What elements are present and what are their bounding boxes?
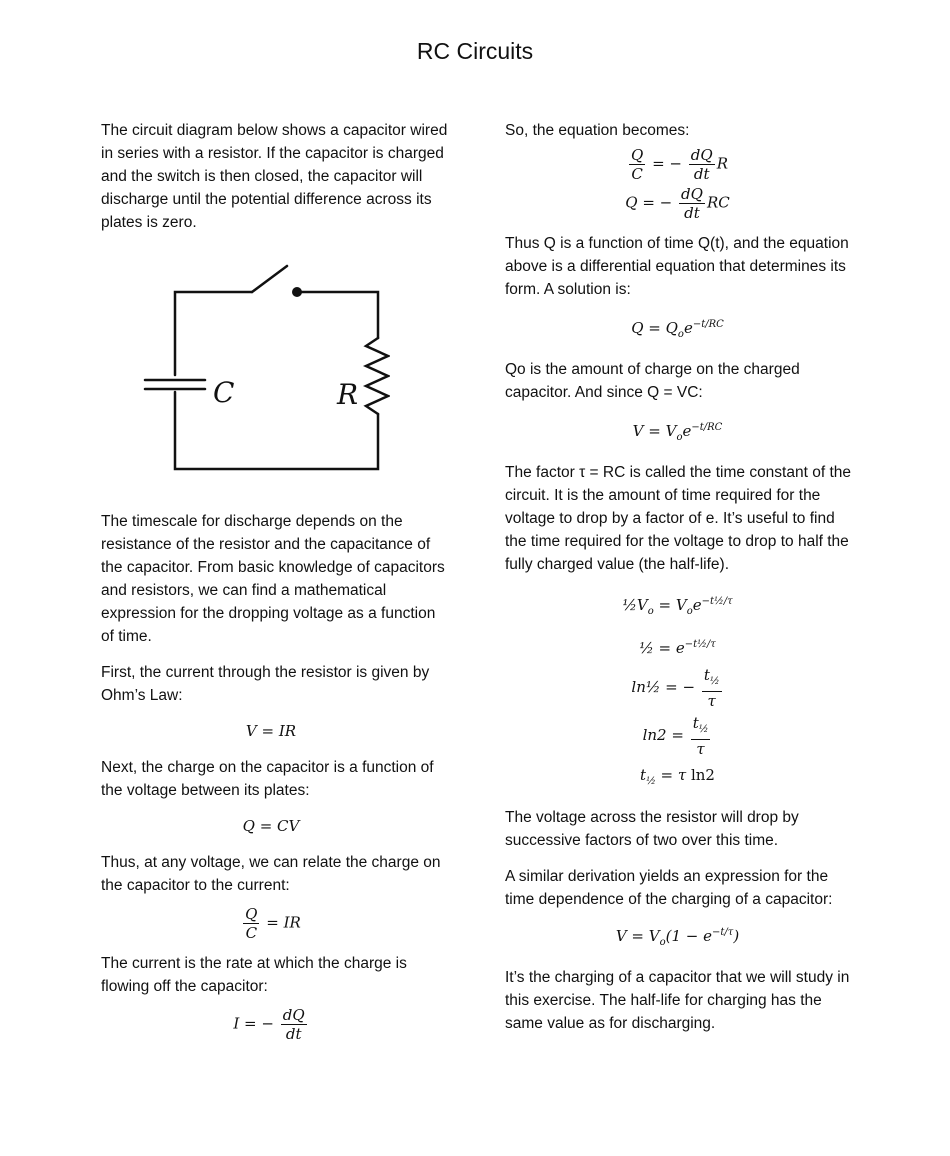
page-title: RC Circuits xyxy=(416,38,534,64)
resistor-zigzag xyxy=(366,338,388,414)
qo-paragraph: Qo is the amount of charge on the charged capacitor. And since Q = VC: xyxy=(505,361,800,401)
equation-charging: $V = V_o(1 - e^{-t/\tau})$ xyxy=(615,927,740,948)
equation-ohm: V = IR xyxy=(245,722,297,740)
equation-current: I = − $\frac{dQ}{dt}$ xyxy=(233,1006,305,1043)
relate-paragraph: Thus, at any voltage, we can relate the charge on the capacitor to the current: xyxy=(101,854,441,894)
equation-solution-q: $Q = Q_oe^{-t/RC}$ xyxy=(631,319,724,340)
timescale-paragraph: The timescale for discharge depends on the resistance of the resistor and the capacitance of the capacitor. From basic knowledge of capacitors and resistors, we can find a mathematical expression for the dropping voltage as a function of time. xyxy=(101,513,445,645)
time-constant-paragraph: The factor τ = RC is called the time constant of the circuit. It is the amount of time required for the voltage to drop by a factor of e. It’s useful to find the time required for the voltage to drop to half the fully charged value (the half-life). xyxy=(505,464,851,573)
intro-paragraph: The circuit diagram below shows a capacitor wired in series with a resistor. If the capacitor is charged and the switch is then closed, the capacitor will discharge until the potential difference across its plates is zero. xyxy=(101,122,448,231)
equation-ln-half: ln½ = − $\frac{t_{\frac{1}{2}}}{\tau}$ xyxy=(631,666,720,710)
equation-q-cv: Q = CV xyxy=(242,817,300,835)
resistor-label: R xyxy=(337,378,359,411)
wire-top-left xyxy=(175,292,252,375)
rate-paragraph: The current is the rate at which the charge is flowing off the capacitor: xyxy=(101,955,407,995)
charge-intro-paragraph: Next, the charge on the capacitor is a function of the voltage between its plates: xyxy=(101,759,434,799)
switch-contact xyxy=(292,287,302,297)
charging-paragraph: It’s the charging of a capacitor that we will study in this exercise. The half-life for charging has the same value as for discharging. xyxy=(505,969,850,1032)
wire-top-right xyxy=(297,292,378,338)
right-column xyxy=(505,119,855,1035)
equation-half-life: $t_{\frac{1}{2}} = \tau$ ln2 xyxy=(640,766,715,787)
similar-paragraph: A similar derivation yields an expression for the time dependence of the charging of a capacitor: xyxy=(505,868,833,908)
equation-half-v: $\frac{1}{2}V_o = V_oe^{-t\frac{1}{2}/\tau}$ xyxy=(622,596,733,617)
equation-solution-v: $V = V_oe^{-t/RC}$ xyxy=(632,422,723,443)
equation-ln-two: ln2 = $\frac{t_{\frac{1}{2}}}{\tau}$ xyxy=(642,714,709,758)
becomes-paragraph: So, the equation becomes: xyxy=(505,122,690,139)
equation-q-over-c-dq: $\frac{Q}{C}$ = − $\frac{dQ}{dt}$ R xyxy=(631,146,728,183)
capacitor-label: C xyxy=(213,376,235,409)
equation-q-dq-rc: Q = − $\frac{dQ}{dt}$ RC xyxy=(625,185,730,222)
switch-lever xyxy=(252,266,287,292)
left-column-lower xyxy=(101,510,451,1043)
function-paragraph: Thus Q is a function of time Q(t), and the equation above is a differential equation that determines its form. A solution is: xyxy=(505,235,849,298)
equation-half: ½ = $e^{-t\frac{1}{2}/\tau}$ xyxy=(639,639,716,657)
ohm-intro-paragraph: First, the current through the resistor is given by Ohm’s Law: xyxy=(101,664,430,704)
successive-paragraph: The voltage across the resistor will drop by successive factors of two over this time. xyxy=(505,809,799,849)
equation-q-over-c: $\frac{Q}{C}$ = IR xyxy=(245,905,301,942)
left-column xyxy=(101,119,451,234)
rc-circuit-diagram xyxy=(140,258,390,478)
